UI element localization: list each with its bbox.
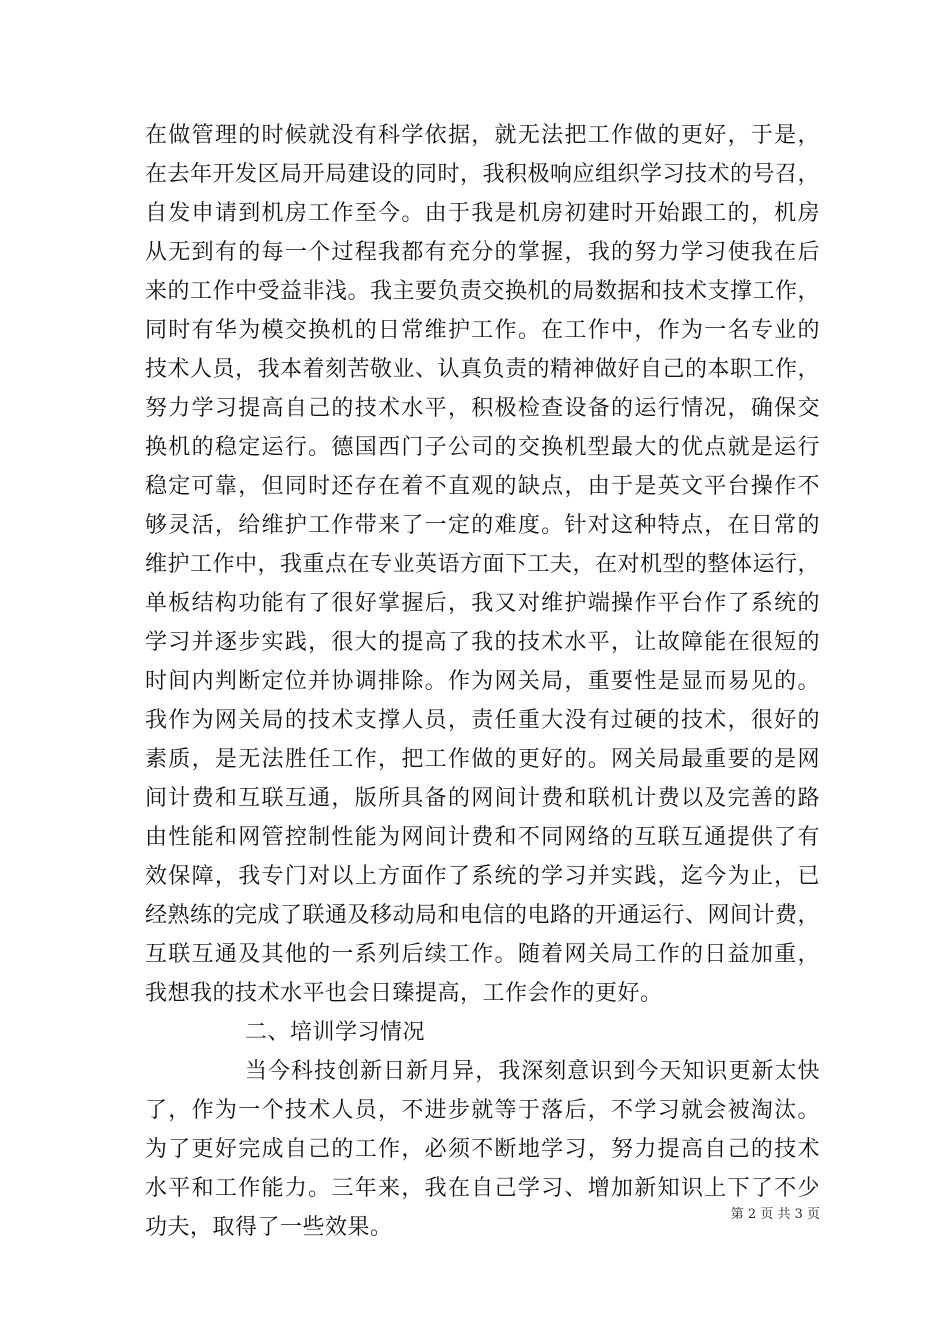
page-number-footer: 第 2 页 共 3 页: [730, 1207, 820, 1222]
text-line: 够灵活，给维护工作带来了一定的难度。针对这种特点，在日常的: [145, 513, 820, 538]
text-line: 从无到有的每一个过程我都有充分的掌握，我的努力学习使我在后: [145, 240, 820, 265]
text-line: 技术人员，我本着刻苦敬业、认真负责的精神做好自己的本职工作，: [145, 357, 820, 382]
text-line: 时间内判断定位并协调排除。作为网关局，重要性是显而易见的。: [145, 669, 820, 694]
text-line: 当今科技创新日新月异，我深刻意识到今天知识更新太快: [245, 1059, 820, 1084]
text-line: 互联互通及其他的一系列后续工作。随着网关局工作的日益加重，: [145, 942, 820, 967]
text-line: 效保障，我专门对以上方面作了系统的学习并实践，迄今为止，已: [145, 864, 820, 889]
text-line: 单板结构功能有了很好掌握后，我又对维护端操作平台作了系统的: [145, 591, 820, 616]
text-line: 维护工作中，我重点在专业英语方面下工夫，在对机型的整体运行，: [145, 552, 820, 577]
text-line: 努力学习提高自己的技术水平，积极检查设备的运行情况，确保交: [145, 396, 820, 421]
text-line: 了，作为一个技术人员，不进步就等于落后，不学习就会被淘汰。: [145, 1098, 820, 1123]
text-line: 自发申请到机房工作至今。由于我是机房初建时开始跟工的，机房: [145, 201, 820, 226]
text-line: 为了更好完成自己的工作，必须不断地学习，努力提高自己的技术: [145, 1137, 820, 1162]
text-line: 我想我的技术水平也会日臻提高，工作会作的更好。: [145, 981, 663, 1006]
text-line: 经熟练的完成了联通及移动局和电信的电路的开通运行、网间计费，: [145, 903, 820, 928]
text-line: 换机的稳定运行。德国西门子公司的交换机型最大的优点就是运行: [145, 435, 820, 460]
text-line: 在做管理的时候就没有科学依据，就无法把工作做的更好，于是，: [145, 123, 820, 148]
text-line: 我作为网关局的技术支撑人员，责任重大没有过硬的技术，很好的: [145, 708, 820, 733]
text-line: 素质，是无法胜任工作，把工作做的更好的。网关局最重要的是网: [145, 747, 820, 772]
text-line: 间计费和互联互通，版所具备的网间计费和联机计费以及完善的路: [145, 786, 820, 811]
text-line: 稳定可靠，但同时还存在着不直观的缺点，由于是英文平台操作不: [145, 474, 820, 499]
text-line: 由性能和网管控制性能为网间计费和不同网络的互联互通提供了有: [145, 825, 820, 850]
text-line: 在去年开发区局开局建设的同时，我积极响应组织学习技术的号召，: [145, 162, 820, 187]
text-line: 学习并逐步实践，很大的提高了我的技术水平，让故障能在很短的: [145, 630, 820, 655]
section-heading: 二、培训学习情况: [245, 1020, 426, 1045]
text-line: 来的工作中受益非浅。我主要负责交换机的局数据和技术支撑工作，: [145, 279, 820, 304]
text-line: 水平和工作能力。三年来，我在自己学习、增加新知识上下了不少: [145, 1176, 820, 1201]
text-line: 功夫，取得了一些效果。: [145, 1215, 393, 1240]
text-line: 同时有华为模交换机的日常维护工作。在工作中，作为一名专业的: [145, 318, 820, 343]
